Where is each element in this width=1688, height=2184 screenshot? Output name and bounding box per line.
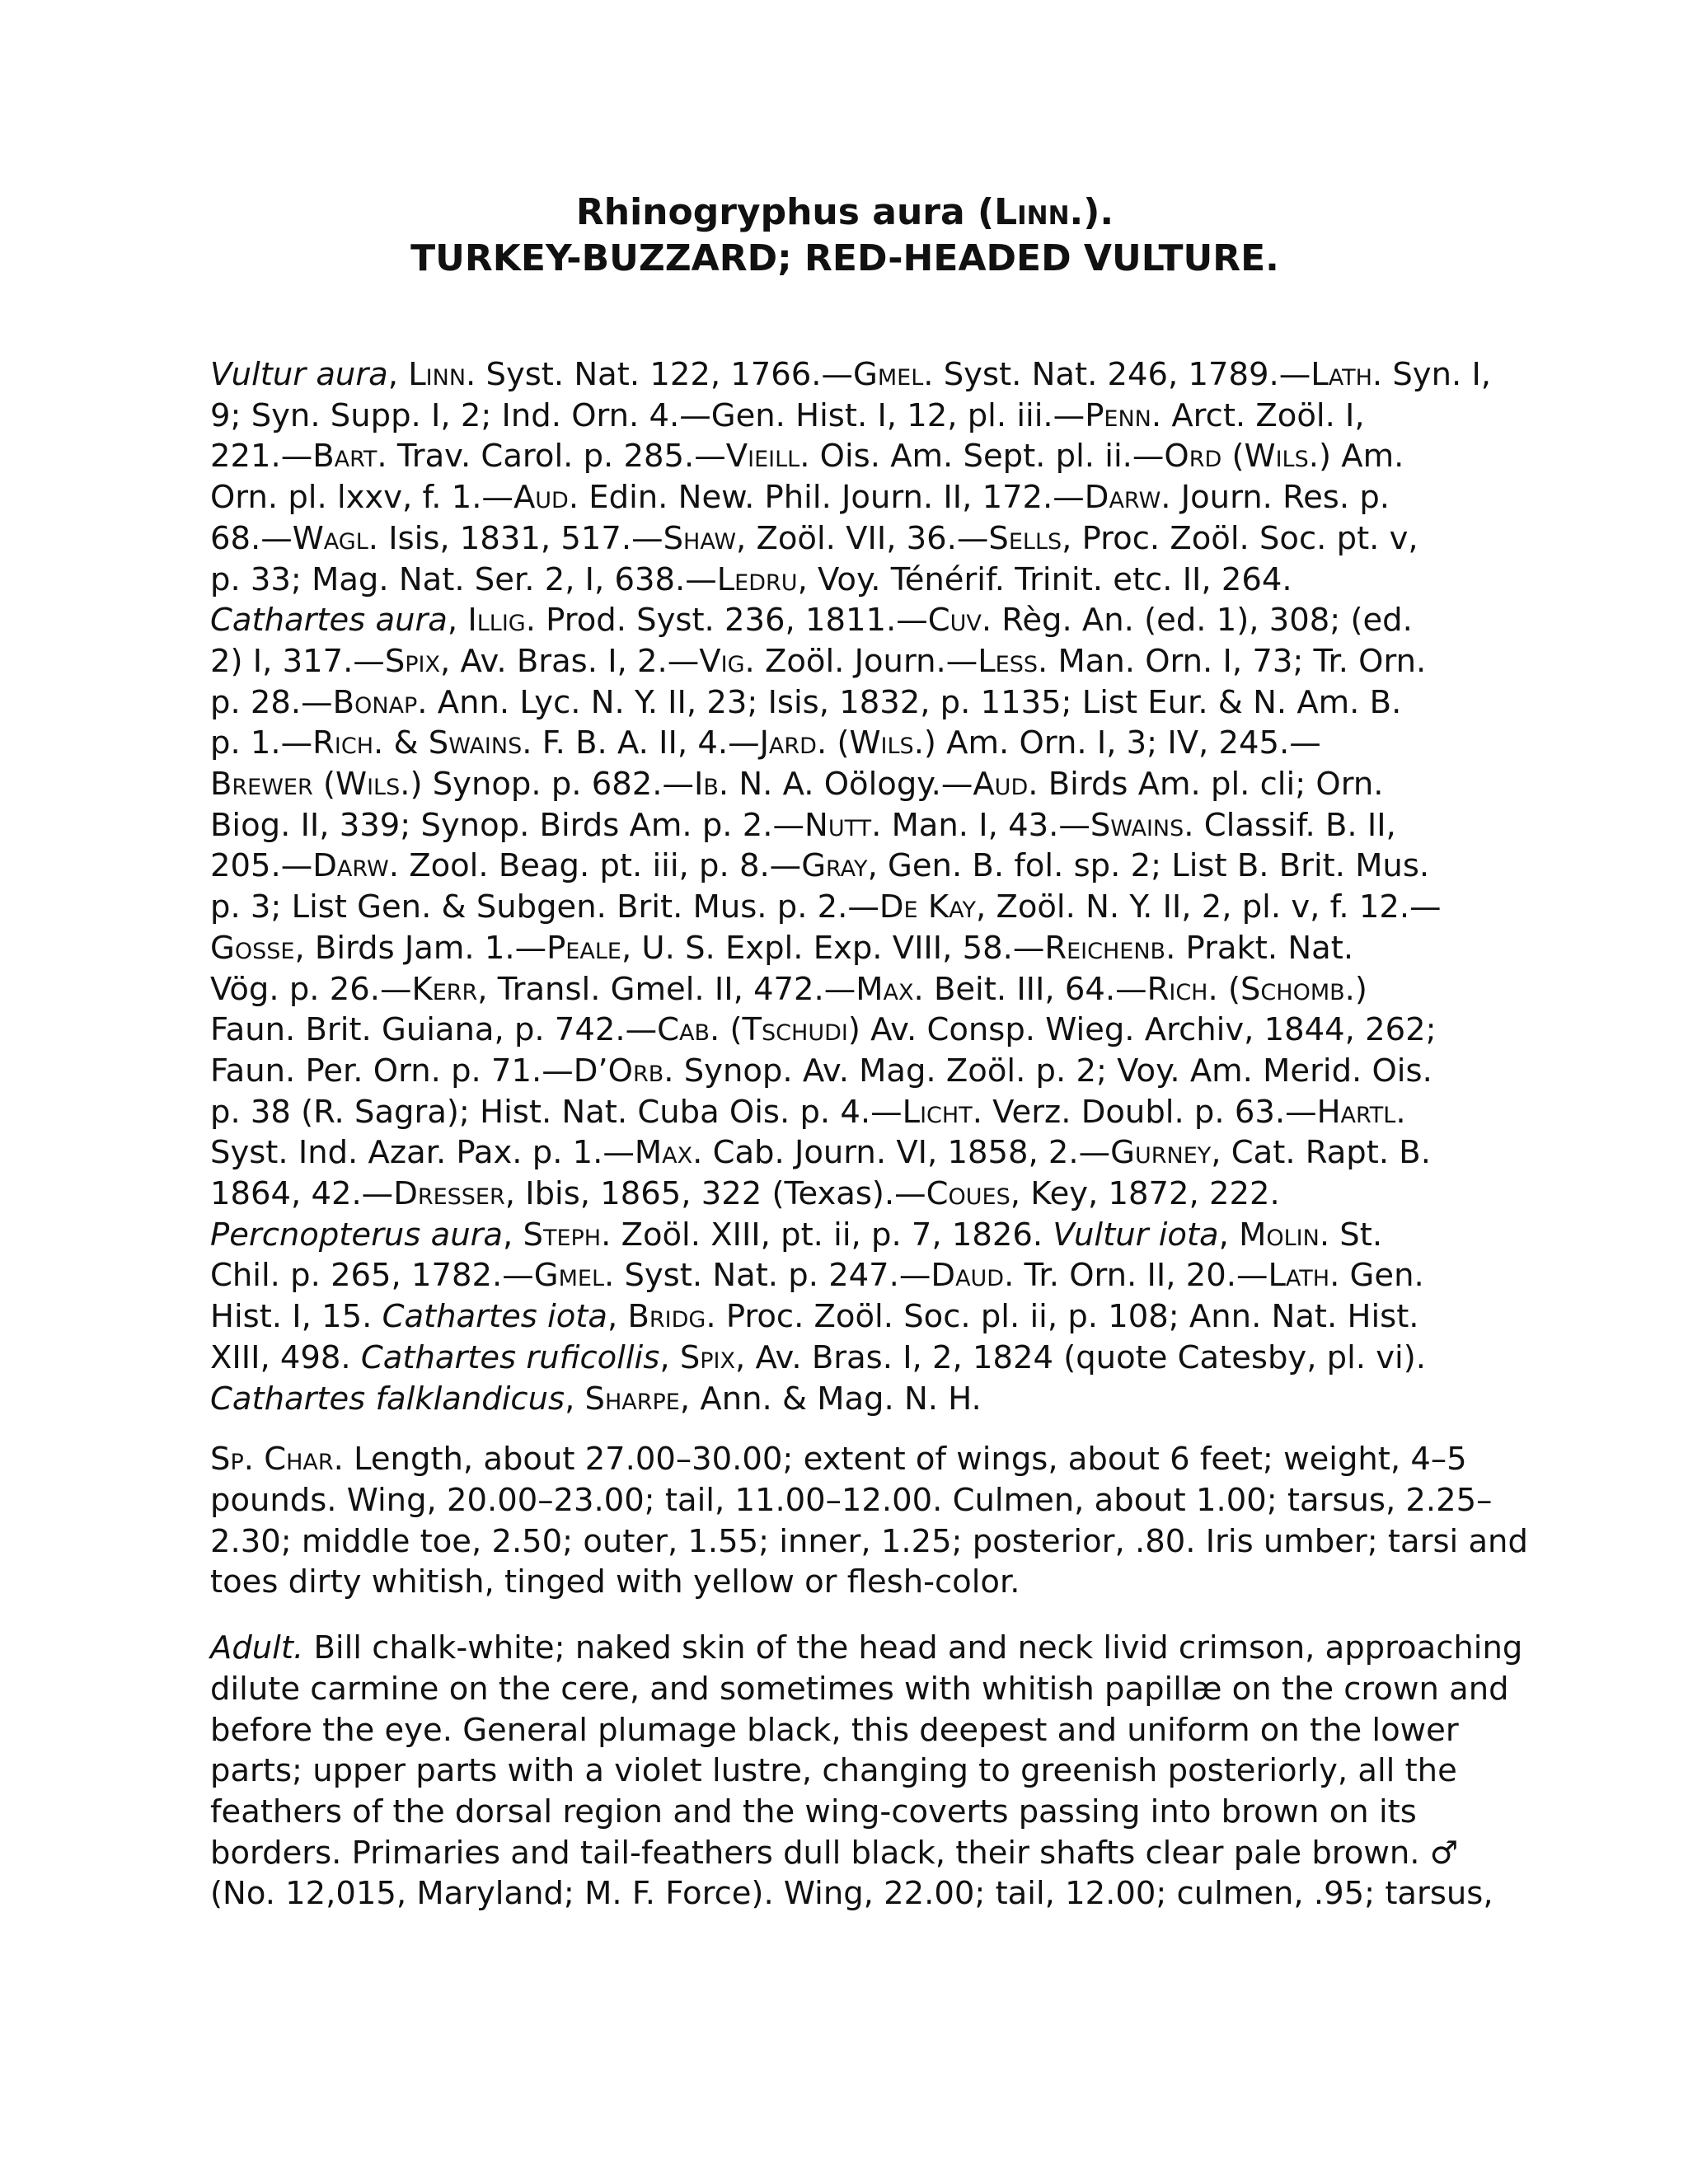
synonymy-line: Faun. Brit. Guiana, p. 742.—Cab. (Tschudi) Av. Consp. Wieg. Archiv, 1844, 262;	[210, 1011, 1437, 1049]
synonymy-line: p. 33; Mag. Nat. Ser. 2, I, 638.—Ledru, Voy. Ténérif. Trinit. etc. II, 264.	[210, 560, 1292, 598]
species-characters-paragraph	[210, 1439, 1528, 1603]
species-authority: Linn.	[994, 191, 1084, 233]
synonymy-line: p. 38 (R. Sagra); Hist. Nat. Cuba Ois. p. 4.—Licht. Verz. Doubl. p. 63.—Hartl.	[210, 1093, 1406, 1131]
adult-description-line: (No. 12,015, Maryland; M. F. Force). Wing, 22.00; tail, 12.00; culmen, .95; tarsus,	[210, 1875, 1493, 1913]
document-page	[210, 190, 1528, 1915]
species-name-close: ).	[1083, 191, 1114, 233]
synonymy-line: Percnopterus aura, Steph. Zoöl. XIII, pt. ii, p. 7, 1826. Vultur iota, Molin. St.	[210, 1216, 1383, 1254]
synonymy-line: Chil. p. 265, 1782.—Gmel. Syst. Nat. p. 247.—Daud. Tr. Orn. II, 20.—Lath. Gen.	[210, 1257, 1424, 1295]
synonymy-line: 1864, 42.—Dresser, Ibis, 1865, 322 (Texas).—Coues, Key, 1872, 222.	[210, 1175, 1280, 1213]
synonymy-line: 221.—Bart. Trav. Carol. p. 285.—Vieill. Ois. Am. Sept. pl. ii.—Ord (Wils.) Am.	[210, 438, 1404, 476]
synonymy-line: XIII, 498. Cathartes ruficollis, Spix, Av. Bras. I, 2, 1824 (quote Catesby, pl. vi).	[210, 1338, 1427, 1376]
synonymy-line: Gosse, Birds Jam. 1.—Peale, U. S. Expl. Exp. VIII, 58.—Reichenb. Prakt. Nat.	[210, 929, 1354, 967]
synonymy-line: 205.—Darw. Zool. Beag. pt. iii, p. 8.—Gray, Gen. B. fol. sp. 2; List B. Brit. Mus.	[210, 847, 1430, 885]
synonymy-line: Vultur aura, Linn. Syst. Nat. 122, 1766.—Gmel. Syst. Nat. 246, 1789.—Lath. Syn. I,	[210, 356, 1492, 393]
adult-description-paragraph	[210, 1628, 1523, 1915]
synonymy-line: Brewer (Wils.) Synop. p. 682.—Ib. N. A. Oölogy.—Aud. Birds Am. pl. cli; Orn.	[210, 766, 1384, 804]
common-names: TURKEY-BUZZARD; RED-HEADED VULTURE.	[410, 237, 1279, 279]
synonymy-line: Vög. p. 26.—Kerr, Transl. Gmel. II, 472.—Max. Beit. III, 64.—Rich. (Schomb.)	[210, 970, 1367, 1008]
synonymy-line: Cathartes aura, Illig. Prod. Syst. 236, 1811.—Cuv. Règ. An. (ed. 1), 308; (ed.	[210, 602, 1413, 640]
synonymy-line: p. 3; List Gen. & Subgen. Brit. Mus. p. 2.—De Kay, Zoöl. N. Y. II, 2, pl. v, f. 12.—	[210, 888, 1442, 926]
synonymy-line: Orn. pl. lxxv, f. 1.—Aud. Edin. New. Phil. Journ. II, 172.—Darw. Journ. Res. p.	[210, 479, 1390, 517]
synonymy-line: Syst. Ind. Azar. Pax. p. 1.—Max. Cab. Journ. VI, 1858, 2.—Gurney, Cat. Rapt. B.	[210, 1134, 1431, 1172]
adult-description-line: before the eye. General plumage black, this deepest and uniform on the lower	[210, 1711, 1459, 1749]
synonymy-line: Biog. II, 339; Synop. Birds Am. p. 2.—Nutt. Man. I, 43.—Swains. Classif. B. II,	[210, 806, 1396, 844]
characters-line: pounds. Wing, 20.00–23.00; tail, 11.00–12.00. Culmen, about 1.00; tarsus, 2.25–	[210, 1481, 1493, 1519]
synonymy-line: Hist. I, 15. Cathartes iota, Bridg. Proc. Zoöl. Soc. pl. ii, p. 108; Ann. Nat. Hist.	[210, 1298, 1419, 1336]
adult-description-line: Adult. Bill chalk-white; naked skin of the head and neck livid crimson, approaching	[210, 1629, 1523, 1667]
adult-description-line: borders. Primaries and tail-feathers dull black, their shafts clear pale brown. ♂	[210, 1834, 1459, 1872]
adult-description-line: feathers of the dorsal region and the wing-coverts passing into brown on its	[210, 1793, 1417, 1830]
adult-description-line: dilute carmine on the cere, and sometimes with whitish papillæ on the crown and	[210, 1670, 1509, 1708]
synonymy-line: 68.—Wagl. Isis, 1831, 517.—Shaw, Zoöl. VII, 36.—Sells, Proc. Zoöl. Soc. pt. v,	[210, 519, 1418, 557]
synonymy-line: Faun. Per. Orn. p. 71.—D’Orb. Synop. Av. Mag. Zoöl. p. 2; Voy. Am. Merid. Ois.	[210, 1052, 1432, 1090]
characters-line: toes dirty whitish, tinged with yellow or flesh-color.	[210, 1563, 1020, 1601]
species-heading	[210, 190, 1479, 282]
synonymy-line: Cathartes falklandicus, Sharpe, Ann. & Mag. N. H.	[210, 1380, 982, 1418]
synonymy-line: 2) I, 317.—Spix, Av. Bras. I, 2.—Vig. Zoöl. Journ.—Less. Man. Orn. I, 73; Tr. Orn.	[210, 642, 1427, 680]
adult-description-line: parts; upper parts with a violet lustre, changing to greenish posteriorly, all the	[210, 1752, 1457, 1790]
synonymy-line: p. 1.—Rich. & Swains. F. B. A. II, 4.—Jard. (Wils.) Am. Orn. I, 3; IV, 245.—	[210, 724, 1321, 762]
characters-line: Sp. Char. Length, about 27.00–30.00; extent of wings, about 6 feet; weight, 4–5	[210, 1441, 1467, 1479]
synonymy-paragraph	[210, 354, 1492, 1419]
synonymy-line: p. 28.—Bonap. Ann. Lyc. N. Y. II, 23; Isis, 1832, p. 1135; List Eur. & N. Am. B.	[210, 683, 1402, 721]
species-name: Rhinogryphus aura (	[575, 191, 995, 233]
synonymy-line: 9; Syn. Supp. I, 2; Ind. Orn. 4.—Gen. Hist. I, 12, pl. iii.—Penn. Arct. Zoöl. I,	[210, 396, 1365, 434]
characters-line: 2.30; middle toe, 2.50; outer, 1.55; inner, 1.25; posterior, .80. Iris umber; tarsi and	[210, 1522, 1528, 1560]
